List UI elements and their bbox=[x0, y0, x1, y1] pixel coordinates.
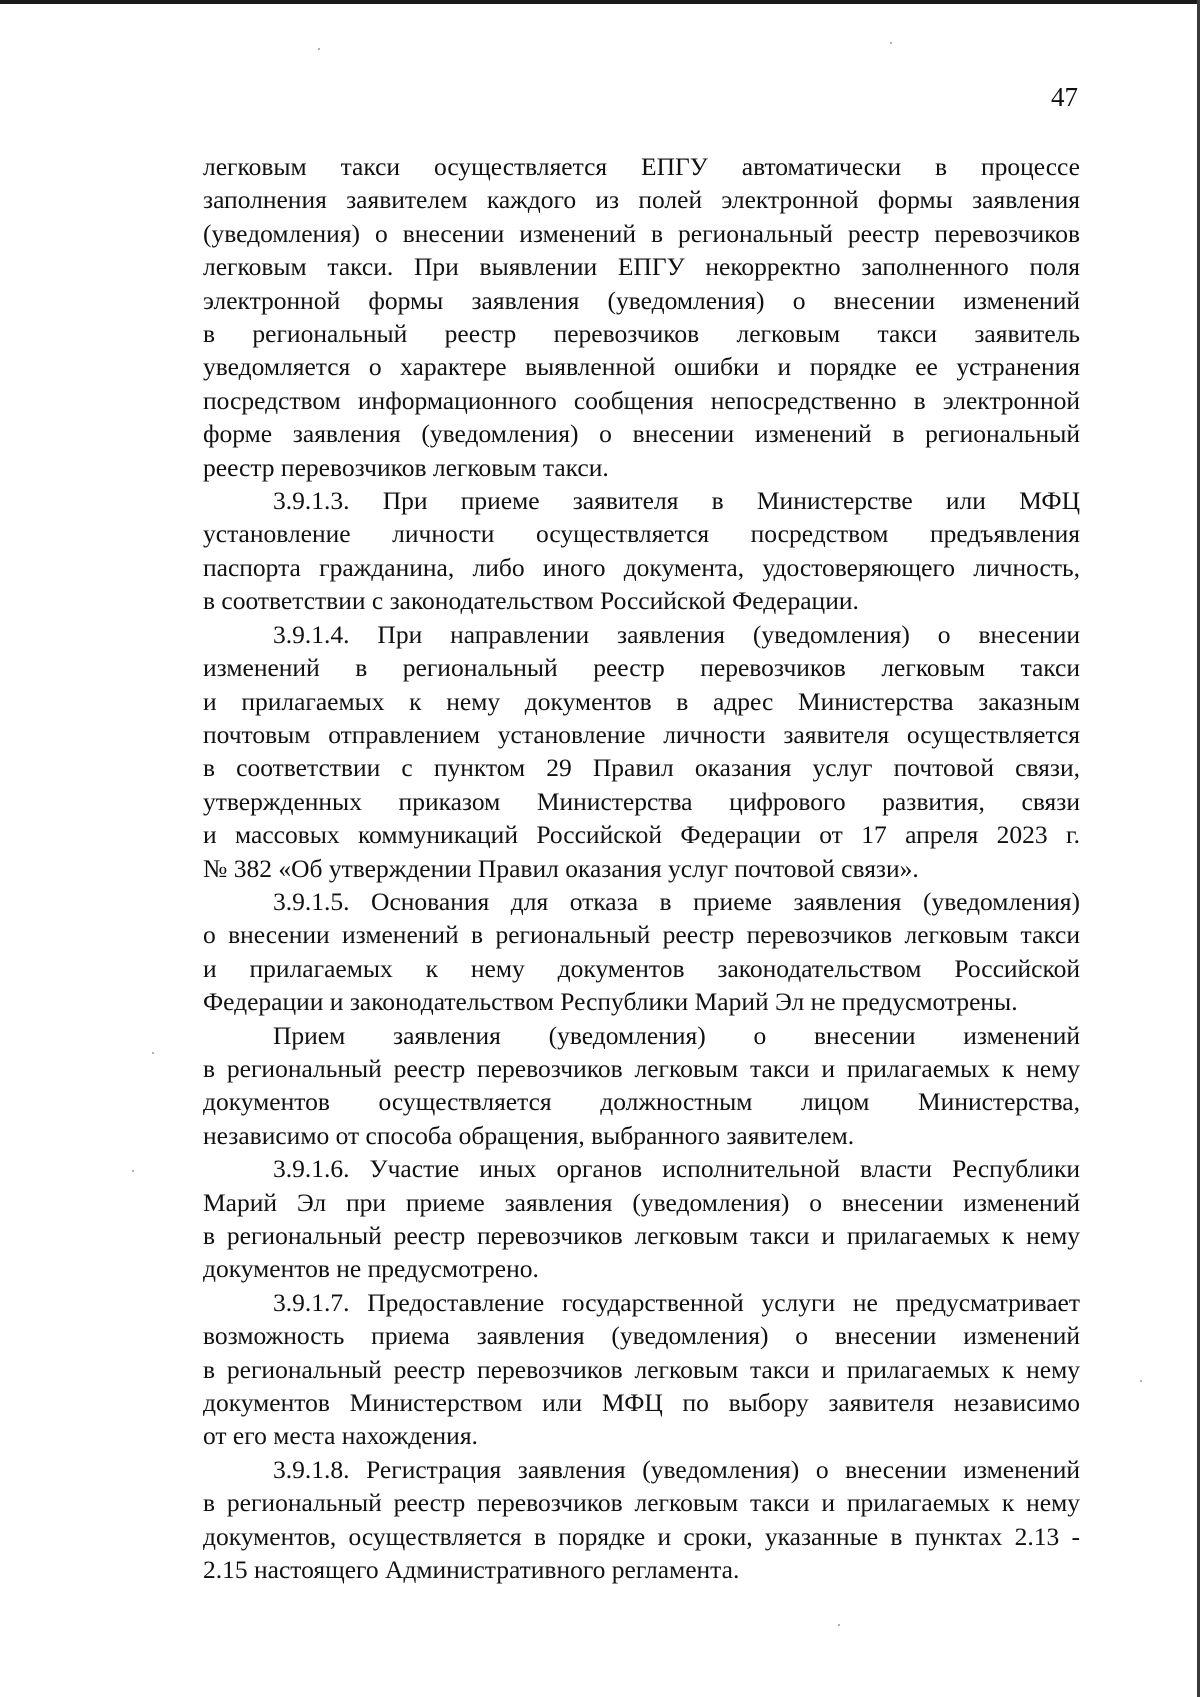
text-line: и прилагаемых к нему документов в адрес Министерства заказным bbox=[203, 686, 1080, 716]
scan-speck bbox=[132, 1170, 134, 1172]
section-3-9-1-6 bbox=[203, 1152, 1080, 1286]
text-line: в региональный реестр перевозчиков легковым такси и прилагаемых к нему bbox=[203, 1221, 1080, 1250]
text-line: Федерации и законодательством Республики Марий Эл не предусмотрены. bbox=[203, 987, 1018, 1017]
text-line: уведомляется о характере выявленной ошибки и порядке ее устранения bbox=[203, 352, 1080, 382]
section-3-9-1-7 bbox=[203, 1286, 1080, 1453]
text-line: (уведомления) о внесении изменений в региональный реестр перевозчиков bbox=[203, 218, 1080, 248]
text-line: независимо от способа обращения, выбранного заявителем. bbox=[203, 1120, 855, 1150]
text-line: 2.15 настоящего Административного регламента. bbox=[203, 1555, 740, 1585]
text-line: и прилагаемых к нему документов законодательством Российской bbox=[203, 953, 1080, 983]
text-line: документов не предусмотрено. bbox=[203, 1254, 539, 1284]
text-line: Марий Эл при приеме заявления (уведомления) о внесении изменений bbox=[203, 1187, 1080, 1217]
text-line: легковым такси осуществляется ЕПГУ автоматически в процессе bbox=[203, 152, 1080, 181]
section-3-9-1-8 bbox=[203, 1453, 1080, 1587]
text-line: в соответствии с пунктом 29 Правил оказания услуг почтовой связи, bbox=[203, 753, 1080, 783]
text-line: 3.9.1.4. При направлении заявления (уведомления) о внесении bbox=[273, 619, 1080, 649]
section-3-9-1-3 bbox=[203, 484, 1080, 618]
text-line: документов осуществляется должностным лицом Министерства, bbox=[203, 1087, 1080, 1117]
scan-speck bbox=[318, 48, 320, 50]
scan-speck bbox=[838, 1624, 840, 1626]
section-3-9-1-5 bbox=[203, 885, 1080, 1019]
text-line: легковым такси. При выявлении ЕПГУ некорректно заполненного поля bbox=[203, 252, 1080, 282]
text-line: возможность приема заявления (уведомления) о внесении изменений bbox=[203, 1321, 1080, 1351]
text-line: реестр перевозчиков легковым такси. bbox=[203, 452, 609, 482]
text-line: и массовых коммуникаций Российской Федерации от 17 апреля 2023 г. bbox=[203, 820, 1080, 850]
scan-speck bbox=[152, 1052, 154, 1054]
text-line: 3.9.1.7. Предоставление государственной услуги не предусматривает bbox=[273, 1287, 1080, 1317]
text-line: форме заявления (уведомления) о внесении изменений в региональный bbox=[203, 419, 1080, 449]
text-line: 3.9.1.5. Основания для отказа в приеме заявления (уведомления) bbox=[273, 886, 1080, 916]
text-line: от его места нахождения. bbox=[203, 1421, 478, 1451]
text-line: изменений в региональный реестр перевозчиков легковым такси bbox=[203, 653, 1080, 683]
text-line: в региональный реестр перевозчиков легковым такси и прилагаемых к нему bbox=[203, 1488, 1080, 1518]
text-line: № 382 «Об утверждении Правил оказания услуг почтовой связи». bbox=[203, 853, 919, 883]
text-line: 3.9.1.8. Регистрация заявления (уведомления) о внесении изменений bbox=[273, 1454, 1080, 1484]
text-line: в региональный реестр перевозчиков легковым такси заявитель bbox=[203, 319, 1080, 349]
text-line: заполнения заявителем каждого из полей электронной формы заявления bbox=[203, 185, 1080, 215]
text-line: установление личности осуществляется посредством предъявления bbox=[203, 519, 1080, 549]
page-number: 47 bbox=[1051, 82, 1078, 112]
text-line: 3.9.1.3. При приеме заявителя в Министерстве или МФЦ bbox=[273, 486, 1080, 516]
body-text bbox=[203, 150, 1080, 1586]
scan-top-edge bbox=[0, 0, 1200, 4]
text-line: почтовым отправлением установление личности заявителя осуществляется bbox=[203, 719, 1080, 749]
text-line: электронной формы заявления (уведомления) о внесении изменений bbox=[203, 285, 1080, 315]
text-line: в соответствии с законодательством Российской Федерации. bbox=[203, 586, 859, 616]
text-line: утвержденных приказом Министерства цифрового развития, связи bbox=[203, 786, 1080, 816]
scan-speck bbox=[1140, 1380, 1142, 1382]
text-line: в региональный реестр перевозчиков легковым такси и прилагаемых к нему bbox=[203, 1053, 1080, 1083]
text-line: документов, осуществляется в порядке и сроки, указанные в пунктах 2.13 - bbox=[203, 1521, 1080, 1551]
text-line: документов Министерством или МФЦ по выбору заявителя независимо bbox=[203, 1388, 1080, 1418]
paragraph-continuation bbox=[203, 150, 1080, 484]
text-line: 3.9.1.6. Участие иных органов исполнительной власти Республики bbox=[273, 1154, 1080, 1184]
section-3-9-1-5-cont bbox=[203, 1019, 1080, 1153]
scan-speck bbox=[890, 42, 892, 44]
text-line: о внесении изменений в региональный реестр перевозчиков легковым такси bbox=[203, 920, 1080, 950]
text-line: посредством информационного сообщения непосредственно в электронной bbox=[203, 385, 1080, 415]
text-line: Прием заявления (уведомления) о внесении изменений bbox=[273, 1020, 1080, 1050]
text-line: паспорта гражданина, либо иного документа, удостоверяющего личность, bbox=[203, 552, 1080, 582]
text-line: в региональный реестр перевозчиков легковым такси и прилагаемых к нему bbox=[203, 1354, 1080, 1384]
section-3-9-1-4 bbox=[203, 618, 1080, 885]
